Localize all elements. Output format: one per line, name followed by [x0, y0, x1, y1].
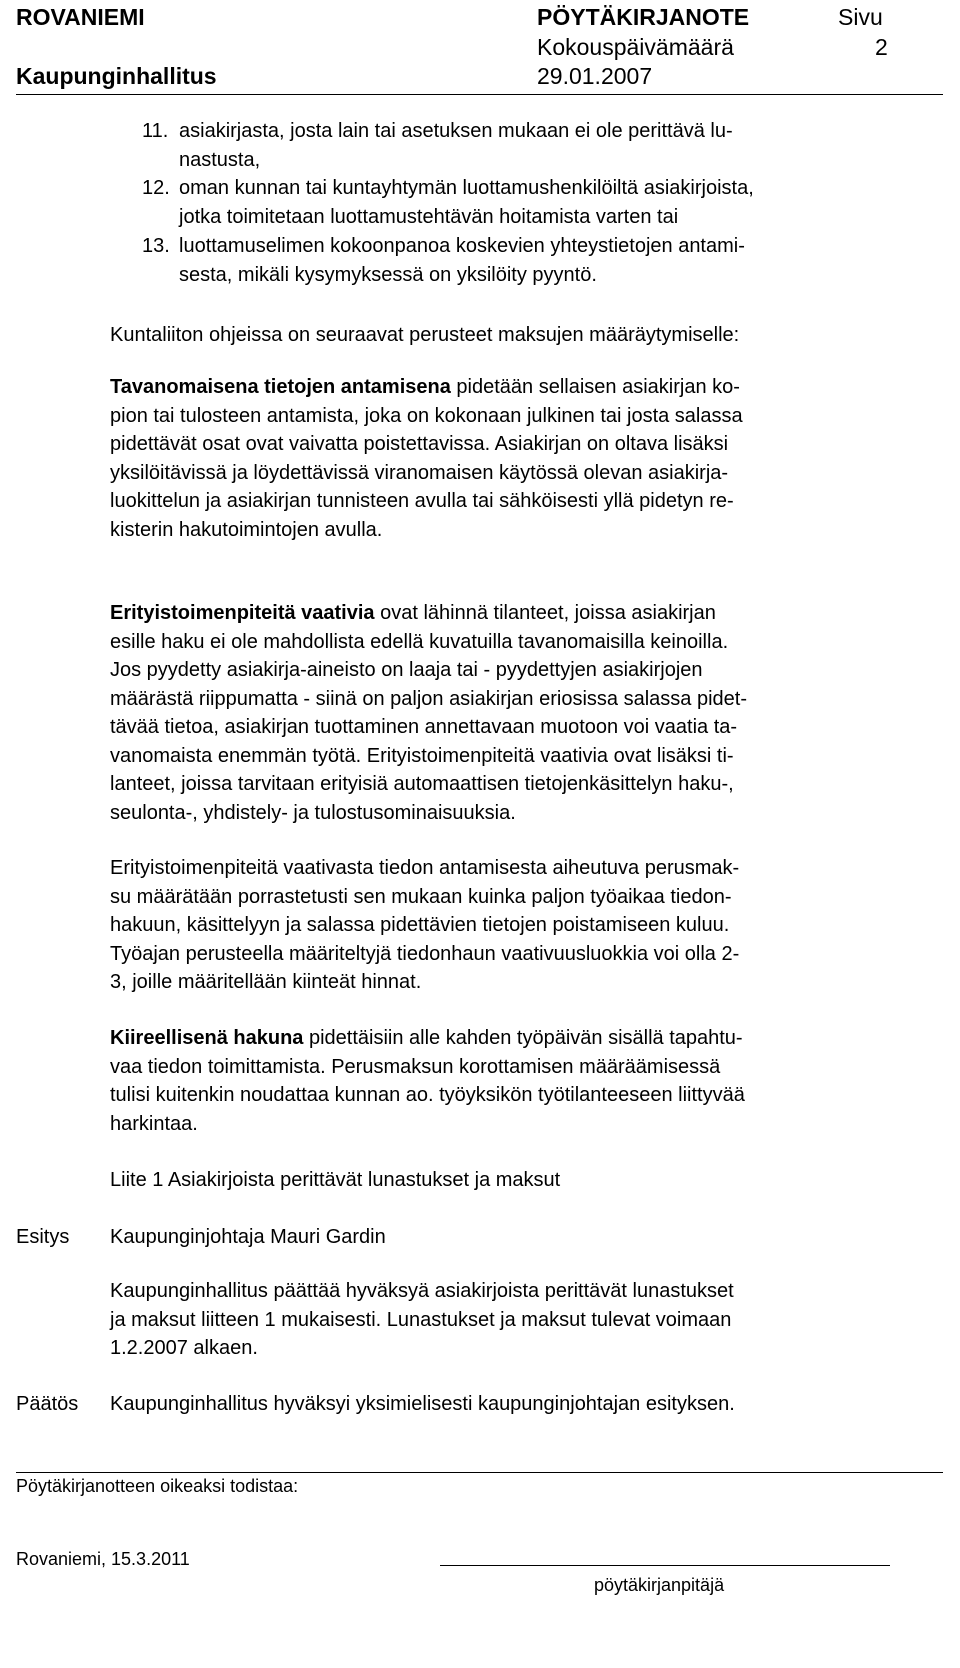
meeting-date-label: Kokouspäivämäärä: [537, 34, 734, 60]
list-number: 11.: [142, 120, 169, 142]
list-text-line: luottamuselimen kokoonpanoa koskevien yhteystietojen antami-: [179, 235, 745, 257]
decision-text: Kaupunginhallitus hyväksyi yksimielisesti kaupunginjohtajan esityksen.: [110, 1393, 735, 1415]
paragraph-text: pidetään sellaisen asiakirjan ko-: [450, 376, 740, 398]
paragraph-regular-request: [110, 373, 940, 544]
paragraph-line: tävää tietoa, asiakirjan tuottaminen annettavaan muotoon voi vaatia ta-: [110, 716, 738, 738]
decision-paragraph: [110, 1390, 940, 1419]
presenter: [110, 1223, 940, 1252]
list-number: 13.: [142, 235, 170, 257]
paragraph-line: pion tai tulosteen antamista, joka on kokonaan julkinen tai josta salassa: [110, 404, 743, 427]
paatos-label: Päätös: [16, 1393, 79, 1415]
paragraph-text: ovat lähinnä tilanteet, joissa asiakirjan: [374, 602, 716, 624]
list-number: 12.: [142, 177, 170, 199]
place-and-date: Rovaniemi, 15.3.2011: [16, 1549, 190, 1569]
presenter-text: Kaupunginjohtaja Mauri Gardin: [110, 1226, 386, 1248]
paragraph-line: vaa tiedon toimittamista. Perusmaksun korottamisen määräämisessä: [110, 1055, 721, 1078]
attachment-reference: [110, 1166, 940, 1195]
certification-label: Pöytäkirjanotteen oikeaksi todistaa:: [16, 1476, 299, 1496]
header-rule: [16, 94, 943, 95]
signature-line: [440, 1565, 890, 1566]
city-name: ROVANIEMI: [16, 4, 145, 30]
page-number: 2: [875, 34, 888, 60]
term-bold: Erityistoimenpiteitä vaativia: [110, 602, 375, 624]
attachment-text: Liite 1 Asiakirjoista perittävät lunastukset ja maksut: [110, 1169, 561, 1191]
meeting-date: 29.01.2007: [537, 63, 653, 89]
proposal-paragraph: [110, 1277, 940, 1363]
list-text-line: asiakirjasta, josta lain tai asetuksen mukaan ei ole perittävä lu-: [179, 120, 733, 142]
paragraph-line: su määrätään porrastetusti sen mukaan kuinka paljon työaikaa tiedon-: [110, 885, 732, 908]
paragraph-line: 3, joille määritellään kiinteät hinnat.: [110, 971, 422, 993]
paragraph-line: esille haku ei ole mahdollista edellä kuvatuilla tavanomaisilla keinoilla.: [110, 630, 729, 653]
paragraph-line: luokittelun ja asiakirjan tunnisteen avulla tai sähköisesti yllä pidetyn re-: [110, 490, 734, 512]
governing-body: Kaupunginhallitus: [16, 63, 217, 89]
paragraph-line: 1.2.2007 alkaen.: [110, 1337, 258, 1359]
paragraph-line: vanomaista enemmän työtä. Erityistoimenpiteitä vaativia ovat lisäksi ti-: [110, 744, 734, 767]
paragraph-line: yksilöitävissä ja löydettävissä viranomaisen käytössä olevan asiakirja-: [110, 461, 729, 484]
paragraph-line: Erityistoimenpiteitä vaativasta tiedon antamisesta aiheutuva perusmak-: [110, 857, 740, 879]
signer-title: pöytäkirjanpitäjä: [594, 1575, 725, 1595]
paragraph-line: määrästä riippumatta - siinä on paljon asiakirjan eriosissa salassa pidet-: [110, 687, 747, 710]
term-bold: Tavanomaisena tietojen antamisena: [110, 376, 451, 398]
list-item: [142, 117, 942, 174]
intro-paragraph: [110, 321, 940, 350]
paragraph-line: kisterin hakutoimintojen avulla.: [110, 518, 383, 541]
list-text-line: nastusta,: [179, 148, 261, 171]
intro-text: Kuntaliiton ohjeissa on seuraavat perusteet maksujen määräytymiselle:: [110, 324, 740, 346]
paragraph-line: seulonta-, yhdistely- ja tulostusominaisuuksia.: [110, 801, 516, 824]
paragraph-line: hakuun, käsittelyyn ja salassa pidettävien tietojen poistamiseen kuluu.: [110, 914, 730, 936]
document-type: PÖYTÄKIRJANOTE: [537, 4, 750, 30]
paragraph-line: ja maksut liitteen 1 mukaisesti. Lunastukset ja maksut tulevat voimaan: [110, 1308, 732, 1331]
paragraph-special-measures: [110, 599, 940, 827]
list-text-line: oman kunnan tai kuntayhtymän luottamushenkilöiltä asiakirjoista,: [179, 177, 754, 199]
paragraph-line: Jos pyydetty asiakirja-aineisto on laaja tai - pyydettyjen asiakirjojen: [110, 659, 703, 681]
footer-rule: [16, 1472, 943, 1473]
paragraph-line: harkintaa.: [110, 1112, 198, 1135]
paragraph-base-fee: [110, 854, 940, 997]
paragraph-line: tulisi kuitenkin noudattaa kunnan ao. työyksikön työtilanteeseen liittyvää: [110, 1084, 745, 1106]
paragraph-urgent-request: [110, 1024, 940, 1138]
page-label: Sivu: [838, 4, 883, 30]
paragraph-line: pidettävät osat ovat vaivatta poistettavissa. Asiakirjan on oltava lisäksi: [110, 433, 729, 455]
esitys-label: Esitys: [16, 1226, 70, 1248]
list-text-line: jotka toimitetaan luottamustehtävän hoitamista varten tai: [179, 205, 679, 228]
paragraph-line: Työajan perusteella määriteltyjä tiedonhaun vaativuusluokkia voi olla 2-: [110, 942, 740, 965]
term-bold: Kiireellisenä hakuna: [110, 1027, 304, 1049]
paragraph-line: lanteet, joissa tarvitaan erityisiä automaattisen tietojenkäsittelyn haku-,: [110, 773, 734, 795]
paragraph-text: pidettäisiin alle kahden työpäivän sisällä tapahtu-: [303, 1027, 743, 1049]
list-item: [142, 174, 942, 231]
list-item: [142, 232, 942, 289]
paragraph-line: Kaupunginhallitus päättää hyväksyä asiakirjoista perittävät lunastukset: [110, 1280, 734, 1302]
list-text-line: sesta, mikäli kysymyksessä on yksilöity pyyntö.: [179, 263, 597, 286]
